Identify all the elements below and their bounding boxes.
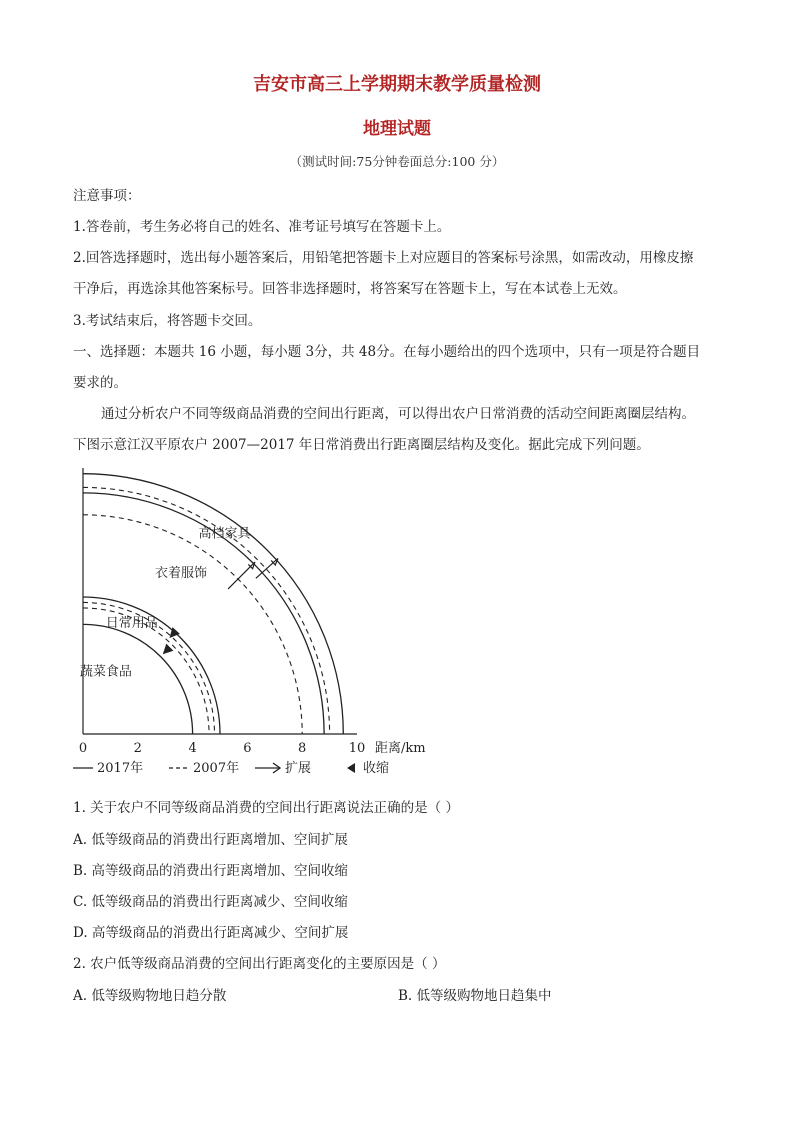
shrink-triangle [163,644,174,655]
section-heading-cont: 要求的。 [73,375,127,391]
x-tick-label: 10 [348,741,366,756]
x-tick-label: 2 [133,741,142,756]
legend-arrow-label: 扩展 [285,761,312,776]
expand-arrow [228,562,255,589]
notes-heading: 注意事项： [73,188,141,204]
ring-label: 日常用品 [105,616,158,632]
exam-info: （测试时间:75分钟卷面总分:100 分） [289,154,505,169]
x-tick-label: 8 [298,741,307,756]
ring-2007-3 [83,487,330,734]
legend-solid-label: 2017年 [97,761,144,776]
x-tick-label: 6 [243,741,252,756]
ring-diagram [0,460,794,790]
exam-title: 吉安市高三上学期期末教学质量检测 [253,74,541,95]
ring-label: 衣着服饰 [155,565,208,581]
legend-triangle [347,763,355,773]
question-option: B. 低等级购物地日趋集中 [398,988,552,1004]
note-item: 3.考试结束后，将答题卡交回。 [73,313,262,329]
x-tick-label: 4 [188,741,197,756]
note-item: 2.回答选择题时，选出每小题答案后，用铅笔把答题卡上对应题目的答案标号涂黑，如需改动，用橡皮擦 [73,250,694,266]
legend-triangle-label: 收缩 [363,761,390,776]
question-option: A. 低等级购物地日趋分散 [73,988,227,1004]
legend-dashed-label: 2007年 [193,761,240,776]
question-option: C. 低等级商品的消费出行距离减少、空间收缩 [73,894,348,910]
question-option: B. 高等级商品的消费出行距离增加、空间收缩 [73,863,349,879]
x-tick-label: 0 [78,741,88,756]
section-heading: 一、选择题：本题共 16 小题，每小题 3分，共 48分。在每小题给出的四个选项中，只有一项是符合题目 [73,344,701,360]
question-option: A. 低等级商品的消费出行距离增加、空间扩展 [73,832,348,848]
subject-title: 地理试题 [363,119,431,139]
ring-label: 蔬菜食品 [79,664,132,680]
question-stem: 1. 关于农户不同等级商品消费的空间出行距离说法正确的是（ ） [73,800,459,816]
ring-2017-3 [83,474,343,734]
question-option: D. 高等级商品的消费出行距离减少、空间扩展 [73,925,349,941]
note-item: 1.答卷前，考生务必将自己的姓名、准考证号填写在答题卡上。 [73,219,451,235]
note-item: 干净后，再选涂其他答案标号。回答非选择题时，将答案写在答题卡上，写在本试卷上无效。 [73,281,627,297]
passage-line: 通过分析农户不同等级商品消费的空间出行距离，可以得出农户日常消费的活动空间距离圈层结构。 [101,406,695,422]
passage-line: 下图示意江汉平原农户 2007—2017 年日常消费出行距离圈层结构及变化。据此完成下列问题。 [73,437,650,453]
x-axis-unit: 距离/km [375,741,426,756]
question-stem: 2. 农户低等级商品消费的空间出行距离变化的主要原因是（ ） [73,956,446,972]
ring-label: 高档家具 [198,526,251,542]
